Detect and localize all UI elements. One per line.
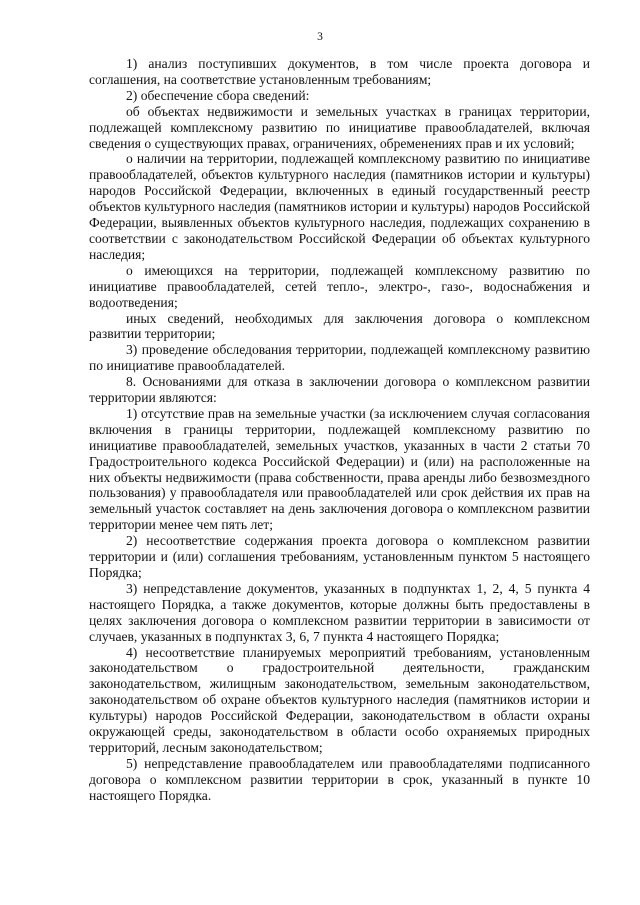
page-number: 3 (317, 31, 323, 43)
paragraph-item-1-document-analysis: 1) анализ поступивших документов, в том числе проекта договора и соглашения, на соответствие установленным требованиям; (89, 56, 590, 87)
paragraph-refusal-4-legislation: 4) несоответствие планируемых мероприятий требованиям, установленным законодательством о градостроительной деятельности, гражданским законодательством, жилищным законодательством, земельным законодательством, законодательством об охране объектов культурного наследия (памятников истории и культуры) народов Российской Федерации, законодательством в области охраны окружающей среды, законодательством в области особо охраняемых природных территорий, лесным законодательством; (89, 644, 590, 755)
paragraph-other-information: иных сведений, необходимых для заключения договора о комплексном развитии территории; (89, 310, 590, 342)
paragraph-real-estate-objects: об объектах недвижимости и земельных участках в границах территории, подлежащей комплексному развитию по инициативе правообладателей, включая сведения о существующих правах, ограничениях, обременениях прав и их условий; (89, 103, 590, 151)
paragraph-utility-networks: о имеющихся на территории, подлежащей комплексному развитию по инициативе правообладателей, сетей тепло-, электро-, газо-, водоснабжения и водоотведения; (89, 262, 590, 310)
paragraph-refusal-1-no-rights: 1) отсутствие прав на земельные участки (за исключением случая согласования включения в границы территории, подлежащей комплексному развитию по инициативе правообладателей, земельных участков, указанных в части 2 статьи 70 Градостроительного кодекса Российской Федерации) и (или) на расположенные на них объекты недвижимости (права собственности, права аренды либо безвозмездного пользования) у правообладателя или правообладателей или срок действия их прав на земельный участок составляет на день заключения договора о комплексном развитии территории менее чем пять лет; (89, 405, 590, 533)
document-body (89, 56, 590, 804)
paragraph-refusal-5-unsigned-contract: 5) непредставление правообладателем или правообладателями подписанного договора о комплексном развитии территории в срок, указанный в пункте 10 настоящего Порядка. (89, 755, 590, 803)
paragraph-cultural-heritage: о наличии на территории, подлежащей комплексному развитию по инициативе правообладателей, объектов культурного наследия (памятников истории и культуры) народов Российской Федерации, включенных в единый государственный реестр объектов культурного наследия (памятников истории и культуры) народов Российской Федерации, выявленных объектов культурного наследия, подлежащих сохранению в соответствии с законодательством Российской Федерации об объектах культурного наследия; (89, 151, 590, 262)
paragraph-section-8-refusal-grounds: 8. Основаниями для отказа в заключении договора о комплексном развитии территории являются: (89, 374, 590, 406)
paragraph-item-2-information-collection: 2) обеспечение сбора сведений: (126, 87, 310, 103)
paragraph-refusal-3-missing-documents: 3) непредставление документов, указанных в подпунктах 1, 2, 4, 5 пункта 4 настоящего Порядка, а также документов, которые должны быть предоставлены в целях заключения договора о комплексном развитии территории в зависимости от случаев, указанных в подпунктах 3, 6, 7 пункта 4 настоящего Порядка; (89, 580, 590, 644)
paragraph-item-3-territory-survey: 3) проведение обследования территории, подлежащей комплексному развитию по инициативе правообладателей. (89, 342, 590, 374)
paragraph-refusal-2-nonconformity: 2) несоответствие содержания проекта договора о комплексном развитии территории и (или) соглашения требованиям, установленным пунктом 5 настоящего Порядка; (89, 533, 590, 580)
